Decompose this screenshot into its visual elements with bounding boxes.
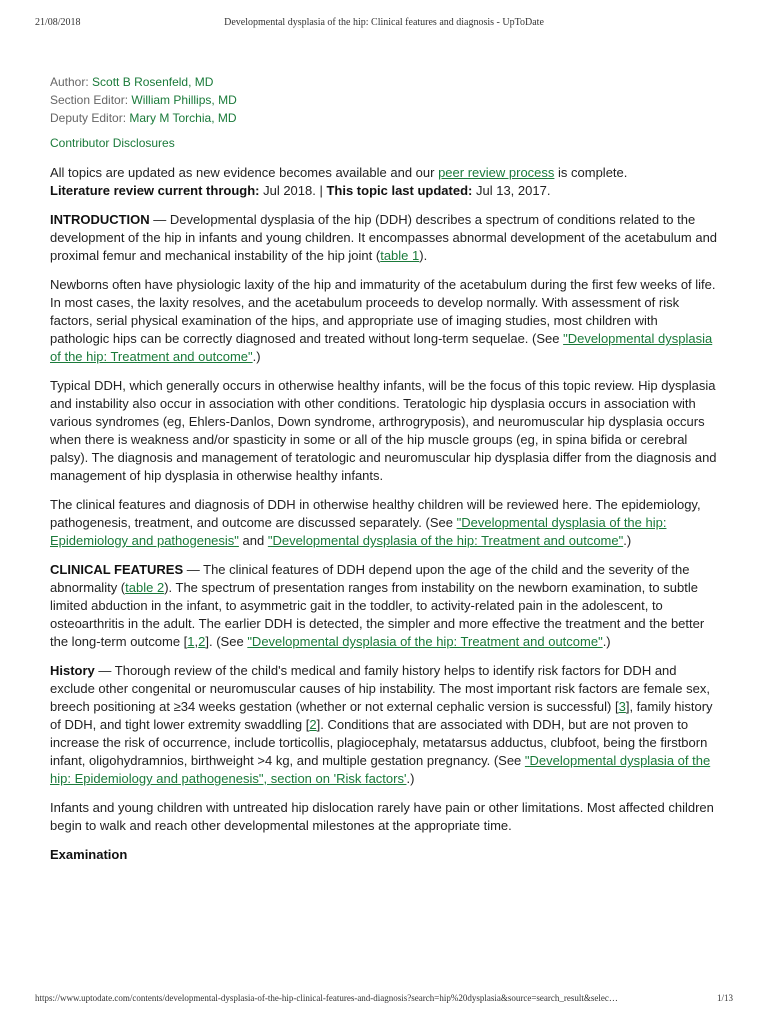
updated-value: Jul 13, 2017.	[472, 183, 551, 198]
reference-2-link[interactable]: 2	[198, 634, 206, 649]
intro-p2-text: Newborns often have physiologic laxity of the hip and immaturity of the acetabulum during the first few weeks of life. In most cases, the laxity resolves, and the acetabulum proceeds to develop normally. With assessment of risk factors, serial physical examination of the hips, and appropriate use of imaging studies, most children with pathologic hips can be correctly diagnosed and treated without long-term sequelae. (See	[50, 277, 716, 346]
reference-1-link[interactable]: 1	[187, 634, 195, 649]
section-editor-link[interactable]: William Phillips, MD	[131, 93, 237, 107]
review-value: Jul 2018. |	[259, 183, 327, 198]
status-text: All topics are updated as new evidence becomes available and our	[50, 165, 439, 180]
history-paragraph-2: Infants and young children with untreated hip dislocation rarely have pain or other limitations. Most affected children begin to walk and reach other developmental milestones at the appropriate time.	[50, 800, 714, 833]
clinical-features-heading: CLINICAL FEATURES	[50, 562, 184, 577]
author-row	[50, 73, 720, 91]
history-text-3: ]. Conditions that are associated with DDH, but are not proven to increase the risk of occurrence, include torticollis, plagiocephaly, metatarsus adductus, clubfoot, being the firstborn infant, oligohydramnios, birthweight >4 kg, and multiple gestation pregnancy. (See	[50, 717, 708, 768]
intro-p4-end: .)	[623, 533, 632, 548]
clinical-text-1: — The clinical features of DDH depend upon the age of the child and the severity of the abnormality (	[50, 562, 690, 595]
treatment-outcome-link-2[interactable]: "Developmental dysplasia of the hip: Treatment and outcome"	[267, 533, 624, 548]
reference-comma: ,	[194, 634, 199, 649]
article-meta	[50, 73, 720, 127]
peer-review-link[interactable]: peer review process	[438, 165, 555, 180]
status-text-end: is complete.	[554, 165, 628, 180]
examination-heading: Examination	[50, 847, 128, 862]
section-editor-label: Section Editor:	[50, 93, 129, 107]
deputy-editor-row	[50, 109, 720, 127]
author-link[interactable]: Scott B Rosenfeld, MD	[92, 75, 214, 89]
clinical-features-paragraph	[50, 561, 720, 651]
deputy-editor-label: Deputy Editor:	[50, 111, 127, 125]
article-content	[50, 73, 720, 864]
clinical-end: .)	[602, 634, 611, 649]
intro-text: — Developmental dysplasia of the hip (DDH) describes a spectrum of conditions related to the development of the hip in infants and young children. It encompasses abnormal development of the acetabulum and proximal femur and mechanical instability of the hip joint (	[50, 212, 718, 263]
print-date: 21/08/2018	[35, 17, 81, 28]
intro-paragraph-4	[50, 496, 720, 550]
history-heading: History	[50, 663, 95, 678]
reference-2-link-history[interactable]: 2	[309, 717, 317, 732]
deputy-editor-link[interactable]: Mary M Torchia, MD	[129, 111, 237, 125]
intro-paragraph-3: Typical DDH, which generally occurs in otherwise healthy infants, will be the focus of this topic review. Hip dysplasia and instability also occur in association with other conditions. Teratologic hip dysplasia occurs in association with various syndromes (eg, Ehlers-Danlos, Down syndrome, arthrogryposis), and neuromuscular hip dysplasia occurs when there is weakness and/or spasticity in some or all of the hip muscle groups (eg, in spina bifida or cerebral palsy). The diagnosis and management of teratologic and neuromuscular hip dysplasia differ from the diagnosis and management of hip dysplasia in otherwise healthy infants.	[50, 378, 717, 483]
clinical-text-2: ). The spectrum of presentation ranges from instability on the newborn examination, to subtle limited abduction in the infant, to asymmetric gait in the toddler, to activity-related pain in the adolescent, to osteoarthritis in the adult. The earlier DDH is detected, the simpler and more effective the treatment and the better the long-term outcome [	[50, 580, 705, 649]
updated-label: This topic last updated:	[326, 183, 473, 198]
risk-factors-link[interactable]: "Developmental dysplasia of the hip: Epidemiology and pathogenesis", section on 'Risk factors'	[50, 753, 711, 786]
author-label: Author:	[50, 75, 89, 89]
print-url: https://www.uptodate.com/contents/developmental-dysplasia-of-the-hip-clinical-features-and-diagnosis?search=hip%20dysplasia&source=search_result&selec…	[35, 993, 618, 1003]
history-end: .)	[406, 771, 415, 786]
history-text-2: ], family history of DDH, and tight lower extremity swaddling [	[50, 699, 713, 732]
intro-text-end: ).	[419, 248, 428, 263]
update-status	[50, 164, 720, 200]
treatment-outcome-link-3[interactable]: "Developmental dysplasia of the hip: Treatment and outcome"	[247, 634, 603, 649]
print-title: Developmental dysplasia of the hip: Clinical features and diagnosis - UpToDate	[224, 17, 544, 28]
intro-p4-mid: and	[238, 533, 268, 548]
intro-p4-text: The clinical features and diagnosis of DDH in otherwise healthy children will be reviewed here. The epidemiology, pathogenesis, treatment, and outcome are discussed separately. (See	[50, 497, 701, 530]
intro-paragraph-1	[50, 211, 720, 265]
epidemiology-link[interactable]: "Developmental dysplasia of the hip: Epidemiology and pathogenesis"	[50, 515, 667, 548]
table-2-link[interactable]: table 2	[125, 580, 165, 595]
intro-heading: INTRODUCTION	[50, 212, 150, 227]
intro-paragraph-2	[50, 276, 720, 366]
reference-3-link[interactable]: 3	[618, 699, 626, 714]
intro-p2-end: .)	[252, 349, 261, 364]
section-editor-row	[50, 91, 720, 109]
clinical-text-3: ]. (See	[205, 634, 248, 649]
page-number: 1/13	[716, 993, 733, 1003]
history-paragraph	[50, 662, 720, 788]
history-text-1: — Thorough review of the child's medical and family history helps to identify risk factors for DDH and exclude other congenital or neuromuscular causes of hip instability. The most important risk factors are female sex, breech positioning at ≥34 weeks gestation (whether or not external cephalic version is successful) [	[50, 663, 710, 714]
contributor-disclosures-link[interactable]: Contributor Disclosures	[50, 136, 175, 150]
treatment-outcome-link[interactable]: "Developmental dysplasia of the hip: Treatment and outcome"	[50, 331, 713, 364]
review-label: Literature review current through:	[50, 183, 260, 198]
table-1-link[interactable]: table 1	[380, 248, 420, 263]
